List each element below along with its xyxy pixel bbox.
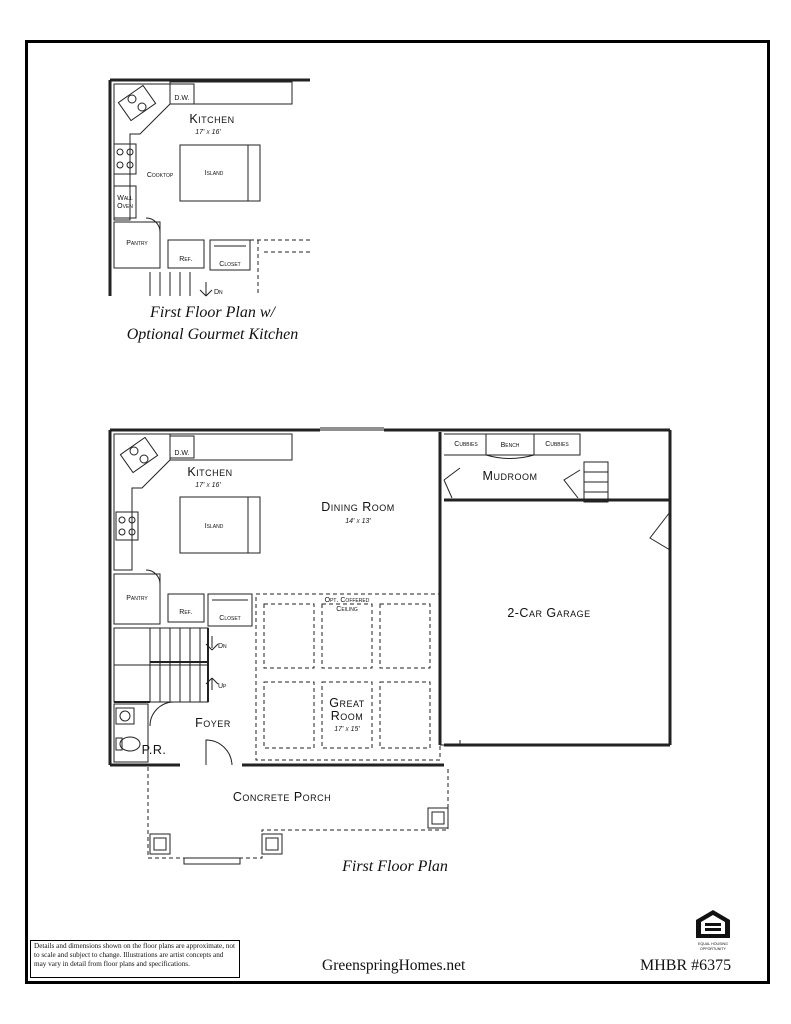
dining-room-dim: 14' x 13' [345, 518, 371, 525]
mudroom-label: Mudroom [482, 469, 538, 483]
great-room-dim: 17' x 15' [334, 726, 360, 733]
equal-housing-line-2: OPPORTUNITY [700, 947, 726, 951]
kitchen-dim: 17' x 16' [195, 482, 221, 489]
optional-plan-caption-line-1: First Floor Plan w/ [150, 304, 275, 321]
equal-housing-line-1: EQUAL HOUSING [698, 942, 728, 946]
cubbies-left-label: Cubbies [454, 441, 478, 448]
optional-plan-caption [110, 302, 315, 346]
opt-dw-label: D.W. [174, 95, 190, 102]
foyer-label: Foyer [195, 716, 231, 730]
dn-label: Dn [218, 643, 227, 650]
ref-label: Ref. [179, 609, 193, 616]
island-label: Island [204, 523, 224, 530]
equal-housing-icon [692, 908, 734, 954]
dining-room-label: Dining Room [321, 500, 395, 514]
optional-plan-caption-line-2: Optional Gourmet Kitchen [126, 326, 299, 343]
disclaimer-box: Details and dimensions shown on the floor plans are approximate, not to scale and subject to change. Illustrations are artist concepts and may vary in detail from floor plans and specifications. [30, 940, 240, 978]
opt-island-label: Island [204, 170, 224, 177]
coffered-label-1: Opt. Coffered [324, 597, 370, 604]
opt-closet-label: Closet [219, 261, 241, 268]
main-floor-plan [110, 428, 670, 864]
dw-label: D.W. [174, 450, 190, 457]
opt-kitchen-dim: 17' x 16' [195, 129, 221, 136]
opt-ref-label: Ref. [179, 256, 193, 263]
coffered-label-2: Ceiling [336, 606, 358, 613]
bench-label: Bench [500, 442, 520, 449]
opt-kitchen-label: Kitchen [189, 112, 235, 126]
opt-wall-label: Wall [117, 195, 133, 202]
closet-label: Closet [219, 615, 241, 622]
cubbies-right-label: Cubbies [545, 441, 569, 448]
porch-label: Concrete Porch [232, 790, 332, 804]
up-label: Up [218, 683, 227, 690]
opt-oven-label: Oven [117, 203, 133, 210]
main-plan-caption: First Floor Plan [342, 858, 448, 875]
opt-pantry-label: Pantry [126, 240, 148, 247]
kitchen-label: Kitchen [187, 465, 233, 479]
website-link[interactable]: GreenspringHomes.net [322, 957, 466, 974]
pantry-label: Pantry [126, 595, 148, 602]
garage-label: 2-Car Garage [507, 606, 591, 620]
opt-cooktop-label: Cooktop [146, 172, 174, 179]
great-room-label-1: Great [329, 696, 365, 710]
opt-dn-label: Dn [214, 289, 223, 296]
great-room-label-2: Room [330, 709, 364, 723]
pr-label: P.R. [141, 743, 167, 757]
license-number: MHBR #6375 [640, 957, 732, 974]
